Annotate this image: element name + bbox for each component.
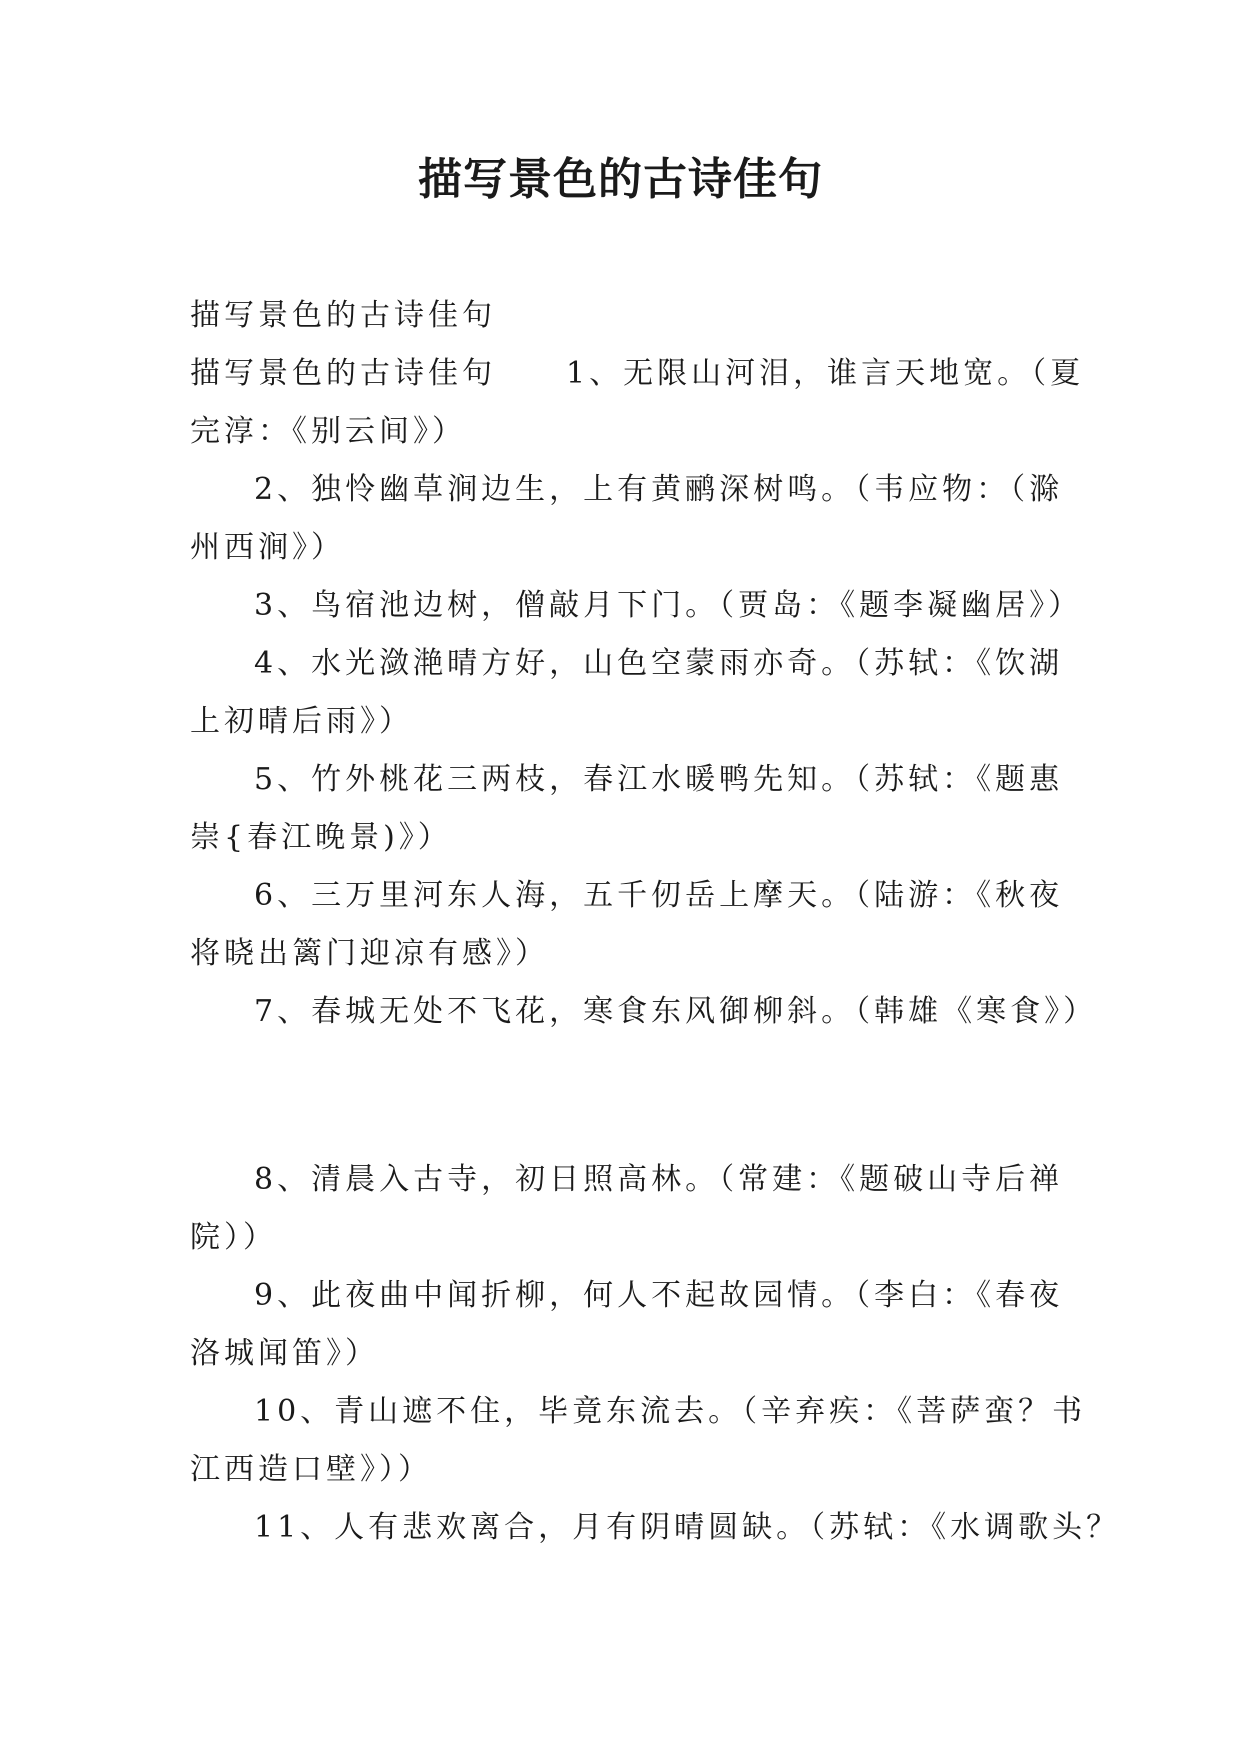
page-title: 描写景色的古诗佳句 (418, 154, 823, 205)
lead-prefix: 描写景色的古诗佳句 (190, 356, 496, 391)
poem-line: 5、竹外桃花三两枝，春江水暖鸭先知。（苏轼：《题惠 (254, 762, 1064, 797)
poem-line: 1、无限山河泪，谁言天地宽。（夏 (566, 356, 1085, 391)
poem-line: 2、独怜幽草涧边生，上有黄鹂深树鸣。（韦应物：（滁 (254, 472, 1064, 507)
poem-line: 7、春城无处不飞花，寒食东风御柳斜。（韩雄《寒食》） (254, 994, 1098, 1029)
poem-line: 8、清晨入古寺，初日照高林。（常建：《题破山寺后禅 (254, 1162, 1064, 1197)
poem-block-2 (190, 1151, 1121, 1557)
lead-line (190, 345, 1085, 403)
poem-line: 崇{春江晚景)》） (190, 820, 452, 855)
poem-line: 上初晴后雨》） (190, 704, 413, 739)
poem-line: 6、三万里河东人海，五千仞岳上摩天。（陆游：《秋夜 (254, 878, 1064, 913)
poem-line: 将晓出篱门迎凉有感》） (190, 936, 549, 971)
poem-line: 完淳：《别云间》） (190, 414, 466, 449)
subtitle-line: 描写景色的古诗佳句 (190, 298, 496, 333)
poem-line: 江西造口壁》）） (190, 1452, 432, 1487)
poem-line: 洛城闻笛》） (190, 1336, 379, 1371)
poem-line: 州西涧》） (190, 530, 345, 565)
poem-line: 9、此夜曲中闻折柳，何人不起故园情。（李白：《春夜 (254, 1278, 1064, 1313)
poem-line: 院）） (190, 1220, 277, 1255)
poem-line: 4、水光潋滟晴方好，山色空蒙雨亦奇。（苏轼：《饮湖 (254, 646, 1064, 681)
poem-line: 10、青山遮不住，毕竟东流去。（辛弃疾：《菩萨蛮？书 (254, 1394, 1087, 1429)
poem-line: 3、鸟宿池边树，僧敲月下门。（贾岛：《题李凝幽居》） (254, 588, 1083, 623)
poem-line: 11、人有悲欢离合，月有阴晴圆缺。（苏轼：《水调歌头？ (254, 1510, 1121, 1545)
poem-block-1 (190, 287, 1098, 1041)
